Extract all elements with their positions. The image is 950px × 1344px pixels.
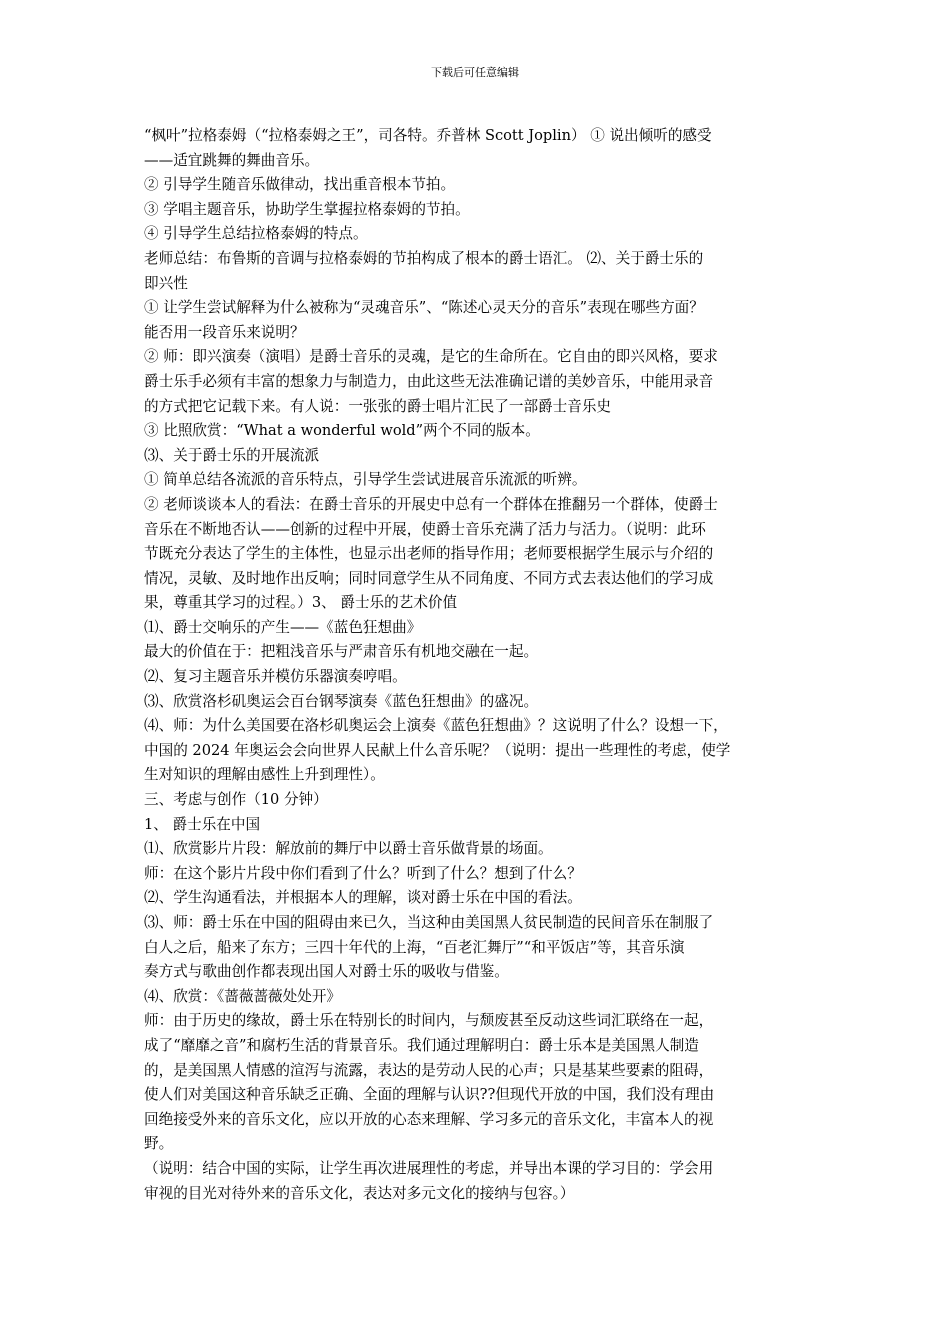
text-line: 即兴性 (144, 274, 188, 292)
text-line: 节既充分表达了学生的主体性，也显示出老师的指导作用；老师要根据学生展示与介绍的 (144, 545, 714, 563)
text-line: ⑶、师：爵士乐在中国的阻碍由来已久，当这种由美国黑人贫民制造的民间音乐在制服了 (144, 914, 714, 931)
text-line: ② 师：即兴演奏（演唱）是爵士音乐的灵魂，是它的生命所在。它自由的即兴风格，要求 (144, 348, 718, 366)
text-line: 老师总结：布鲁斯的音调与拉格泰姆的节拍构成了根本的爵士语汇。 ⑵、关于爵士乐的 (144, 249, 704, 267)
text-line: ⑴、爵士交响乐的产生——《蓝色狂想曲》 (144, 618, 422, 636)
text-line: （说明：结合中国的实际，让学生再次进展理性的考虑，并导出本课的学习目的：学会用 (144, 1159, 714, 1177)
text-line: 音乐在不断地否认——创新的过程中开展，使爵士音乐充满了活力与活力。（说明：此环 (144, 520, 706, 538)
text-line: ⑴、欣赏影片片段：解放前的舞厅中以爵士音乐做背景的场面。 (144, 840, 553, 858)
text-line: ⑷、师：为什么美国要在洛杉矶奥运会上演奏《蓝色狂想曲》？这说明了什么？设想一下， (144, 717, 728, 735)
text-line: ② 引导学生随音乐做律动，找出重音根本节拍。 (144, 176, 456, 194)
text-line: ⑶、欣赏洛杉矶奥运会百台钢琴演奏《蓝色狂想曲》的盛况。 (144, 692, 539, 710)
text-line: 回绝接受外来的音乐文化，应以开放的心态来理解、学习多元的音乐文化，丰富本人的视 (144, 1110, 714, 1128)
text-line: ③ 学唱主题音乐，协助学生掌握拉格泰姆的节拍。 (144, 200, 470, 218)
text-line: 的，是美国黑人情感的渲泻与流露，表达的是劳动人民的心声；只是基某些要素的阻碍， (144, 1061, 714, 1079)
text-line: 生对知识的理解由感性上升到理性）。 (144, 766, 385, 784)
text-line: 的方式把它记载下来。有人说：一张张的爵士唱片汇民了一部爵士音乐史 (144, 397, 612, 415)
text-line: 野。 (144, 1135, 174, 1153)
text-line: 成了“靡靡之音”和腐朽生活的背景音乐。我们通过理解明白：爵士乐本是美国黑人制造 (144, 1036, 699, 1054)
text-line: 师：在这个影片片段中你们看到了什么？听到了什么？想到了什么？ (144, 864, 582, 882)
text-line: ① 让学生尝试解释为什么被称为“灵魂音乐”、“陈述心灵天分的音乐”表现在哪些方面？ (144, 299, 704, 317)
text-line: ⑷、欣赏：《蔷薇蔷薇处处开》 (144, 987, 342, 1005)
text-line: ——适宜跳舞的舞曲音乐。 (144, 151, 320, 169)
text-line: 爵士乐手必须有丰富的想象力与制造力，由此这些无法准确记谱的美妙音乐，中能用录音 (144, 372, 714, 390)
document-body (144, 124, 824, 1206)
text-line: 情况，灵敏、及时地作出反响；同时同意学生从不同角度、不同方式去表达他们的学习成 (144, 569, 714, 587)
text-line: 最大的价值在于：把粗浅音乐与严肃音乐有机地交融在一起。 (144, 643, 539, 661)
text-line: “枫叶”拉格泰姆（“拉格泰姆之王”，司各特。乔普林 Scott Joplin） ① 说出倾听的感受 (144, 127, 712, 144)
text-line: ⑵、复习主题音乐并模仿乐器演奏哼唱。 (144, 668, 407, 686)
text-line: ⑵、学生沟通看法，并根据本人的理解，谈对爵士乐在中国的看法。 (144, 889, 582, 907)
text-line: 审视的目光对待外来的音乐文化，表达对多元文化的接纳与包容。） (144, 1184, 575, 1202)
text-line: 师：由于历史的缘故，爵士乐在特别长的时间内，与颓废甚至反动这些词汇联络在一起， (144, 1012, 714, 1030)
text-line: 中国的 2024 年奥运会会向世界人民献上什么音乐呢？（说明：提出一些理性的考虑，使学 (144, 741, 731, 759)
text-line: 使人们对美国这种音乐缺乏正确、全面的理解与认识??但现代开放的中国，我们没有理由 (144, 1086, 715, 1104)
text-line: ④ 引导学生总结拉格泰姆的特点。 (144, 225, 368, 243)
text-line: 白人之后，船来了东方；三四十年代的上海，“百老汇舞厅”“和平饭店”等，其音乐演 (144, 938, 685, 956)
text-line: 1、 爵士乐在中国 (144, 815, 261, 833)
text-line: ③ 比照欣赏：“What a wonderful wold”两个不同的版本。 (144, 422, 540, 440)
text-line: 果，尊重其学习的过程。）3、 爵士乐的艺术价值 (144, 594, 458, 612)
text-line: ⑶、关于爵士乐的开展流派 (144, 446, 320, 464)
text-line: ① 简单总结各流派的音乐特点，引导学生尝试进展音乐流派的听辨。 (144, 471, 587, 489)
text-line: ② 老师谈谈本人的看法：在爵士音乐的开展史中总有一个群体在推翻另一个群体，使爵士 (144, 495, 718, 513)
text-line: 三、考虑与创作（10 分钟） (144, 791, 328, 809)
page-header-note: 下载后可任意编辑 (431, 66, 519, 79)
text-line: 能否用一段音乐来说明？ (144, 323, 305, 341)
text-line: 奏方式与歌曲创作都表现出国人对爵士乐的吸收与借鉴。 (144, 963, 509, 981)
